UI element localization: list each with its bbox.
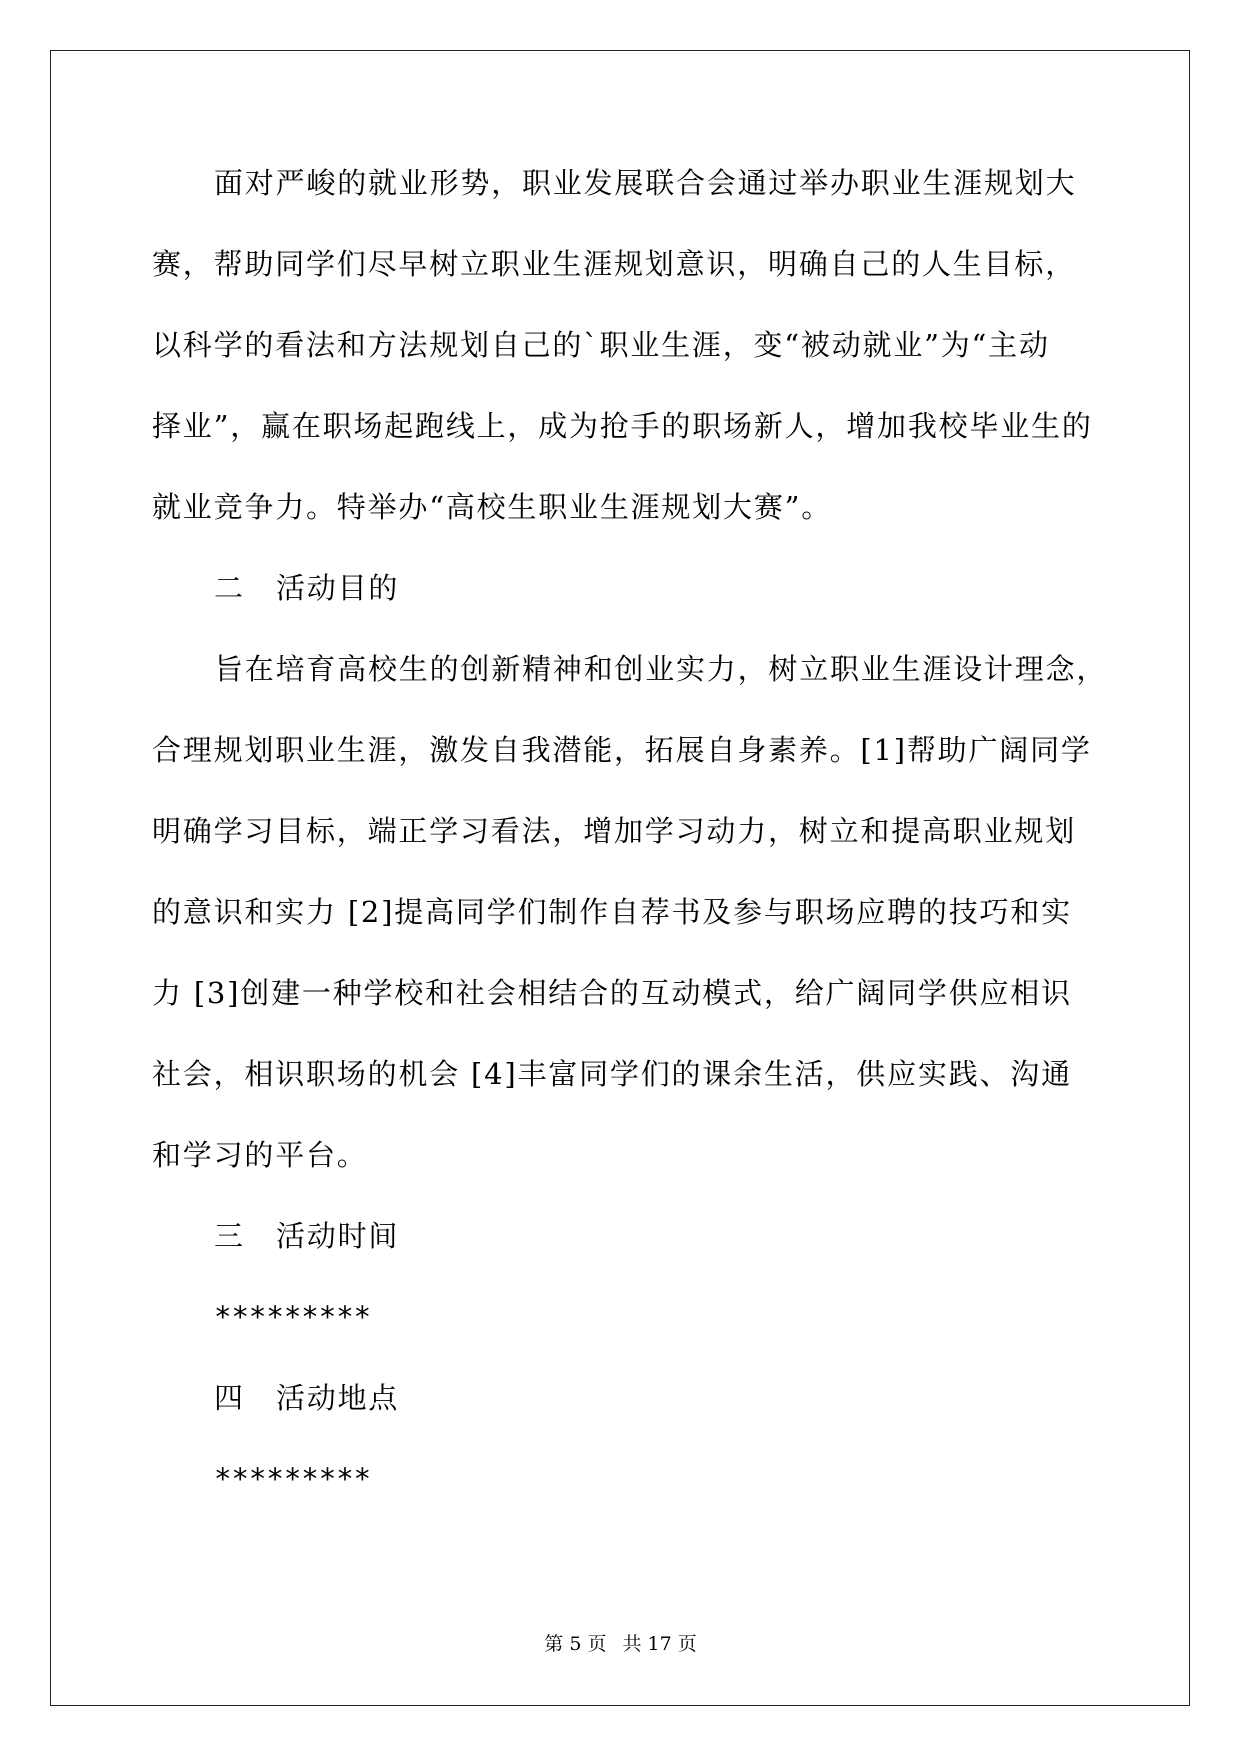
section-number: 三 <box>214 1219 245 1253</box>
paragraph-line: 面对严峻的就业形势，职业发展联合会通过举办职业生涯规划大 <box>214 166 1077 200</box>
section-heading <box>152 1218 1097 1299</box>
section-title: 活动目的 <box>276 571 400 605</box>
page-number: 第 5 页 <box>544 1633 607 1655</box>
paragraph-line: 和学习的平台。 <box>152 1138 368 1172</box>
paragraph-line: 以科学的看法和方法规划自己的`职业生涯，变“被动就业”为“主动 <box>152 328 1050 362</box>
section-title: 活动地点 <box>276 1381 400 1415</box>
section-number: 四 <box>214 1381 245 1415</box>
paragraph-line: 旨在培育高校生的创新精神和创业实力，树立职业生涯设计理念， <box>214 652 1108 686</box>
section-number: 二 <box>214 571 245 605</box>
paragraph-line: 择业”，赢在职场起跑线上，成为抢手的职场新人，增加我校毕业生的 <box>152 409 1093 443</box>
section-value: ********* <box>214 1462 372 1496</box>
section-value: ********* <box>214 1300 372 1334</box>
section-heading <box>152 1380 1097 1461</box>
paragraph-line: 就业竞争力。特举办“高校生职业生涯规划大赛”。 <box>152 490 833 524</box>
paragraph-line: 社会，相识职场的机会 [4]丰富同学们的课余生活，供应实践、沟通 <box>152 1057 1072 1091</box>
page-footer <box>0 1632 1241 1656</box>
page-total: 共 17 页 <box>622 1633 697 1655</box>
paragraph-line: 的意识和实力 [2]提高同学们制作自荐书及参与职场应聘的技巧和实 <box>152 895 1072 929</box>
paragraph-line: 明确学习目标，端正学习看法，增加学习动力，树立和提高职业规划 <box>152 814 1077 848</box>
paragraph-line: 赛，帮助同学们尽早树立职业生涯规划意识，明确自己的人生目标， <box>152 247 1077 281</box>
section-title: 活动时间 <box>276 1219 400 1253</box>
paragraph-line: 合理规划职业生涯，激发自我潜能，拓展自身素养。[1]帮助广阔同学 <box>152 733 1092 767</box>
paragraph-line: 力 [3]创建一种学校和社会相结合的互动模式，给广阔同学供应相识 <box>152 976 1072 1010</box>
document-body <box>152 165 1108 1542</box>
section-heading <box>152 570 1097 651</box>
